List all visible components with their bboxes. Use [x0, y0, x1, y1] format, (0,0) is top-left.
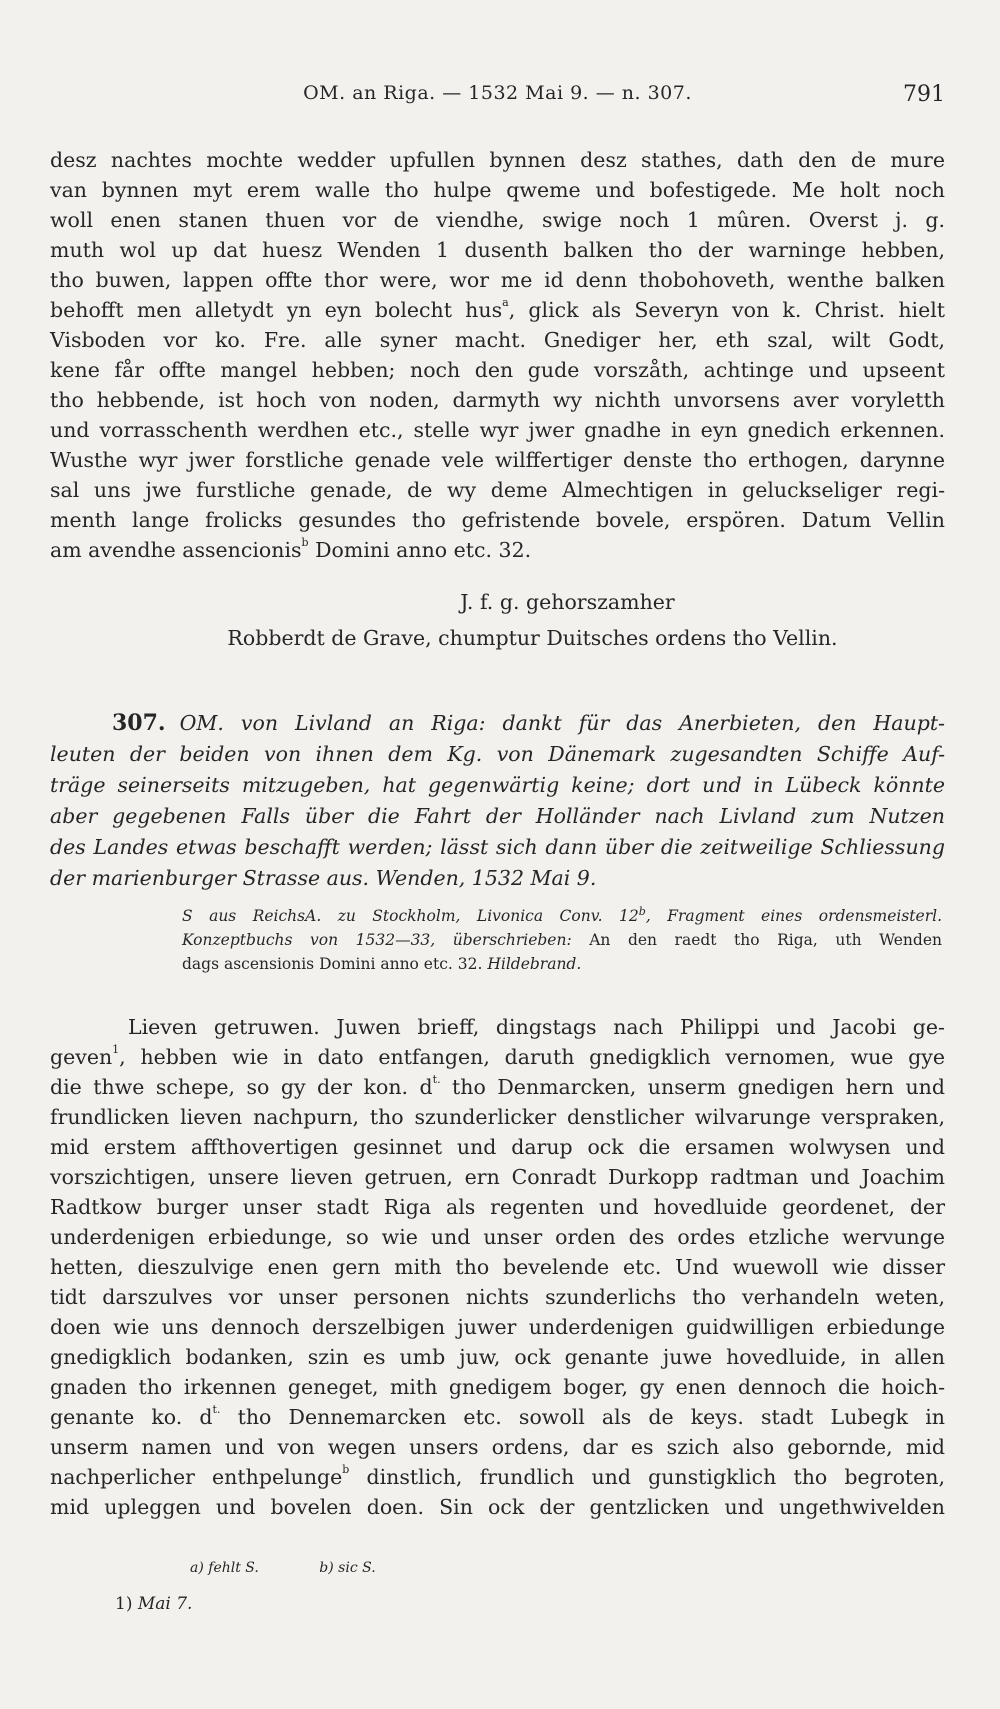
text-line: hetten, dieszulvige enen gern mith tho bevelende etc. Und wuewoll wie disser — [50, 1255, 945, 1279]
source-line — [182, 904, 942, 928]
regest-line: aber gegebenen Falls über die Fahrt der Holländer nach Livland zum Nutzen — [50, 804, 945, 828]
text-line: frundlicken lieven nachpurn, tho szunderlicker denstlicher wilvarunge verspraken, — [50, 1105, 945, 1129]
text-fragment: tho Denmarcken, unserm gnedigen hern und — [440, 1075, 945, 1099]
text-fragment: die thwe schepe, so gy der kon. d — [50, 1075, 433, 1099]
text-fragment: geven — [50, 1045, 113, 1069]
text-line — [50, 535, 945, 565]
sup-marker: b — [638, 905, 646, 918]
text-fragment: dinstlich, frundlich und gunstigklich tho begroten, — [349, 1465, 946, 1489]
text-line: mid upleggen und bovelen doen. Sin ock der gentzlicken und ungethwivelden — [50, 1495, 945, 1519]
text-fragment: , Fragment eines ordensmeisterl. — [645, 907, 943, 925]
text-fragment: Konzeptbuchs von 1532—33, überschrieben: — [182, 931, 572, 949]
running-header — [50, 82, 945, 112]
text-fragment: genante ko. d — [50, 1405, 213, 1429]
textual-note-a: a) fehlt S. — [190, 1560, 259, 1576]
footnote-1 — [115, 1594, 192, 1614]
text-line: tidt darszulves vor unser personen nichts szunderlichs tho verhandeln weten, — [50, 1285, 945, 1309]
regest-line: der marienburger Strasse aus. Wenden, 1532 Mai 9. — [50, 866, 597, 890]
previous-document-text — [50, 145, 945, 565]
text-fragment: Domini anno etc. 32. — [308, 538, 532, 562]
text-line: muth wol up dat huesz Wenden 1 dusenth balken tho der warninge hebben, — [50, 238, 945, 262]
note-marker-b: b — [301, 536, 309, 549]
text-line — [50, 1462, 945, 1492]
note-marker-b: b — [342, 1463, 350, 1476]
text-fragment: nachperlicher enthpelunge — [50, 1465, 343, 1489]
footnote-marker-1: 1 — [112, 1043, 120, 1056]
text-line: kene får offte mangel hebben; noch den gude vorszåth, achtinge und upseent — [50, 358, 945, 382]
text-fragment: , glick als Severyn von k. Christ. hielt — [508, 298, 946, 322]
text-fragment: behofft men alletydt yn eyn bolecht hus — [50, 298, 503, 322]
text-fragment: An den raedt tho Riga, uth Wenden — [589, 931, 942, 949]
regest-line: träge seinerseits mitzugeben, hat gegenwärtig keine; dort und in Lübeck könnte — [50, 773, 945, 797]
text-line — [50, 295, 945, 325]
document-number: 307. — [112, 710, 166, 736]
text-fragment: Hildebrand. — [487, 955, 582, 973]
text-line: tho buwen, lappen offte thor were, wor me id denn thobohoveth, wenthe balken — [50, 268, 945, 292]
source-line — [182, 928, 942, 952]
text-line: vorszichtigen, unsere lieven getruen, ern Conradt Durkopp radtman und Joachim — [50, 1165, 945, 1189]
footnote-text: Mai 7. — [137, 1594, 193, 1614]
text-line: doen wie uns dennoch derszelbigen juwer underdenigen guidwilligen erbiedunge — [50, 1315, 945, 1339]
text-line: menth lange frolicks gesundes tho gefristende bovele, erspören. Datum Vellin — [50, 508, 945, 532]
header-title: OM. an Riga. — 1532 Mai 9. — n. 307. — [303, 82, 692, 104]
text-line: Visboden vor ko. Fre. alle syner macht. Gnediger her, eth szal, wilt Godt, — [50, 328, 945, 352]
text-line: Wusthe wyr jwer forstliche genade vele wilffertiger denste tho erthogen, darynne — [50, 448, 945, 472]
text-fragment: dags ascensionis Domini anno etc. 32. — [182, 955, 483, 973]
text-line: gnaden tho irkennen geneget, mith gnedigem boger, gy enen dennoch die hoich- — [50, 1375, 945, 1399]
text-fragment: tho Dennemarcken etc. sowoll als de keys. stadt Lubegk in — [220, 1405, 945, 1429]
text-line: und vorrasschenth werdhen etc., stelle wyr jwer gnadhe in eyn gnedich erkennen. — [50, 418, 945, 442]
textual-notes — [190, 1560, 432, 1576]
regest-line: des Landes etwas beschafft werden; lässt sich dann über die zeitweilige Schliessung — [50, 835, 945, 859]
closing-formula: J. f. g. gehorszamher — [460, 590, 675, 614]
source-note — [182, 904, 942, 976]
text-line: van bynnen myt erem walle tho hulpe qweme und bofestigede. Me holt noch — [50, 178, 945, 202]
text-fragment: am avendhe assencionis — [50, 538, 302, 562]
page-number: 791 — [903, 82, 945, 107]
text-line: woll enen stanen thuen vor de viendhe, swige noch 1 mûren. Overst j. g. — [50, 208, 945, 232]
text-line: underdenigen erbiedunge, so wie und unser orden des ordes etzliche wervunge — [50, 1225, 945, 1249]
text-line — [50, 1072, 945, 1102]
regest-line — [50, 708, 945, 739]
text-line — [50, 1042, 945, 1072]
sup-marker: t. — [432, 1073, 441, 1086]
text-fragment: , hebben wie in dato entfangen, daruth gnedigklich vernomen, wue gye — [119, 1045, 945, 1069]
text-line: Radtkow burger unser stadt Riga als regenten und hovedluide geordenet, der — [50, 1195, 945, 1219]
text-line: unserm namen und von wegen unsers ordens, dar es szich also geborndе, mid — [50, 1435, 945, 1459]
signature-line: Robberdt de Grave, chumptur Duitsches ordens tho Vellin. — [227, 626, 838, 650]
text-fragment: S aus ReichsA. zu Stockholm, Livonica Conv. 12 — [182, 907, 639, 925]
textual-note-b: b) sic S. — [319, 1560, 376, 1576]
note-marker-a: a — [502, 296, 509, 309]
text-line: sal uns jwe furstliche genade, de wy deme Almechtigen in geluckseliger regi- — [50, 478, 945, 502]
text-line — [50, 1402, 945, 1432]
closing-signature — [50, 584, 945, 656]
letter-text — [50, 1012, 945, 1522]
sup-marker: t. — [212, 1403, 221, 1416]
text-line: tho hebbende, ist hoch von noden, darmyth wy nichth unvorsens aver voryletth — [50, 388, 945, 412]
source-line — [182, 952, 942, 976]
regest-307 — [50, 708, 945, 894]
regest-line: leuten der beiden von ihnen dem Kg. von Dänemark zugesandten Schiffe Auf- — [50, 742, 945, 766]
text-line: mid erstem affthovertigen gesinnet und darup ock die ersamen wolwysen und — [50, 1135, 945, 1159]
text-line: gnedigklich bodanken, szin es umb juw, ock genante juwe hovedluide, in allen — [50, 1345, 945, 1369]
text-fragment: OM. von Livland an Riga: dankt für das Anerbieten, den Haupt- — [179, 711, 945, 735]
text-line: Lieven getruwen. Juwen brieff, dingstags nach Philippi und Jacobi ge- — [128, 1015, 945, 1039]
footnote-mark: 1) — [115, 1594, 133, 1614]
text-line: desz nachtes mochte wedder upfullen bynnen desz stathes, dath den de mure — [50, 148, 945, 172]
